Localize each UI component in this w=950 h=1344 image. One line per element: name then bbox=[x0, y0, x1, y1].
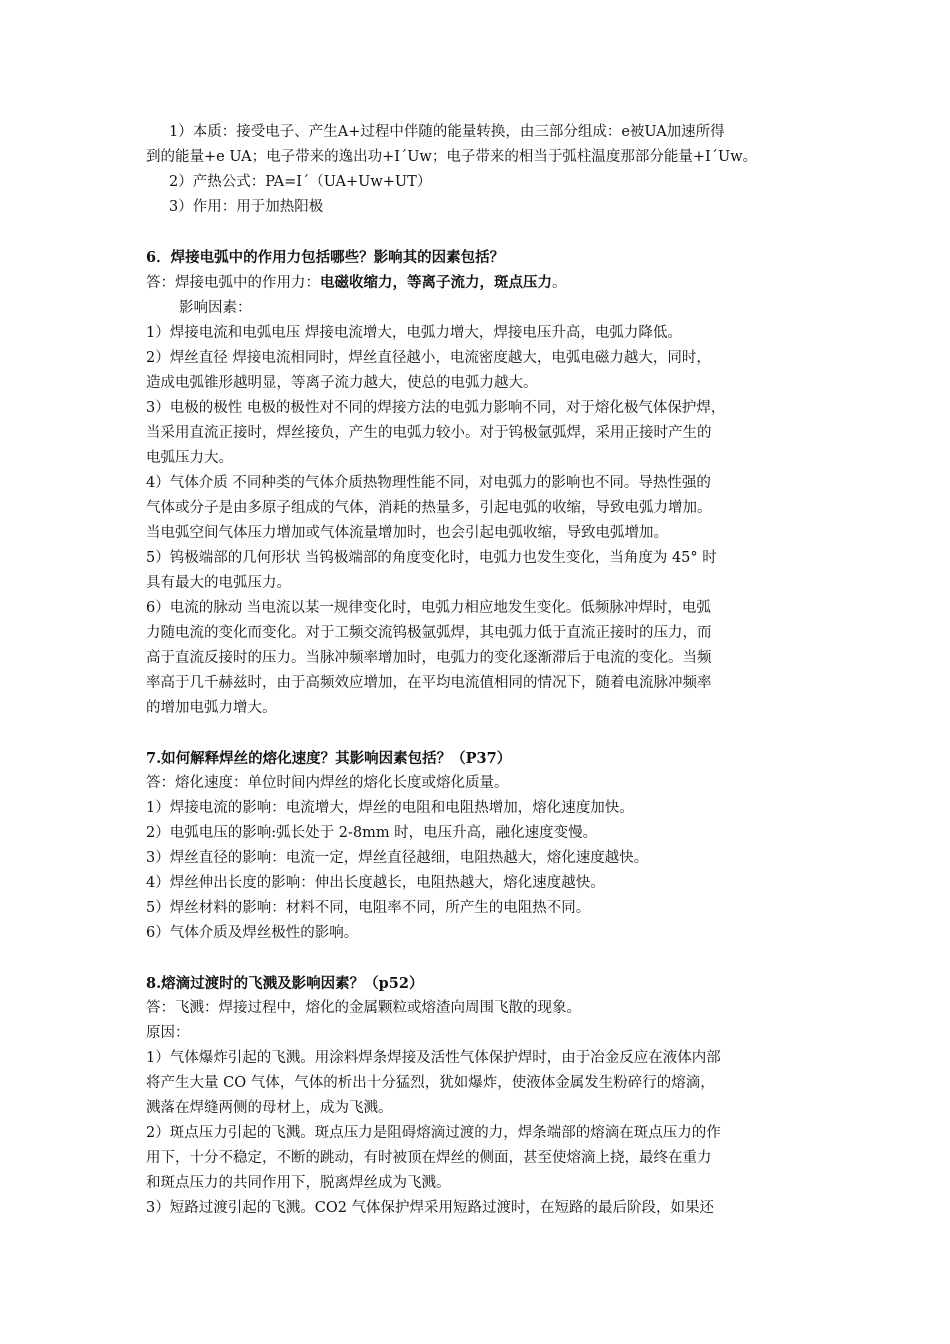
sec8-line: 原因： bbox=[146, 1025, 190, 1041]
sec6-answer-prefix: 答：焊接电弧中的作用力： bbox=[146, 275, 320, 291]
sec6-heading: 6．焊接电弧中的作用力包括哪些？影响其的因素包括？ bbox=[146, 249, 505, 266]
sec8-line: 将产生大量 CO 气体，气体的析出十分猛烈，犹如爆炸，使液体金属发生粉碎行的熔滴， bbox=[146, 1075, 715, 1091]
sec6-line: 的增加电弧力增大。 bbox=[146, 700, 277, 716]
spacer bbox=[146, 220, 806, 245]
sec6-answer-end: 。 bbox=[552, 275, 567, 291]
sec7-line: 答：熔化速度：单位时间内焊丝的熔化长度或熔化质量。 bbox=[146, 775, 509, 791]
sec8-line: 1）气体爆炸引起的飞溅。用涂料焊条焊接及活性气体保护焊时，由于冶金反应在液体内部 bbox=[146, 1050, 721, 1066]
sec7-line: 3）焊丝直径的影响：电流一定，焊丝直径越细，电阻热越大，熔化速度越快。 bbox=[146, 850, 649, 866]
sec6-line: 高于直流反接时的压力。当脉冲频率增加时，电弧力的变化逐渐滞后于电流的变化。当频 bbox=[146, 650, 712, 666]
sec7-line: 6）气体介质及焊丝极性的影响。 bbox=[146, 925, 359, 941]
sec6-line: 6）电流的脉动 当电流以某一规律变化时，电弧力相应地发生变化。低频脉冲焊时，电弧 bbox=[146, 600, 711, 616]
sec6-line: 电弧压力大。 bbox=[146, 450, 233, 466]
sec6-factors-label: 影响因素： bbox=[179, 300, 252, 316]
sec8-line: 和斑点压力的共同作用下，脱离焊丝成为飞溅。 bbox=[146, 1175, 451, 1191]
sec5-line-1a: 1）本质：接受电子、产生A+过程中伴随的能量转换，由三部分组成：e被UA加速所得 bbox=[169, 124, 725, 140]
sec6-answer-forces: 电磁收缩力，等离子流力，斑点压力 bbox=[320, 274, 552, 291]
sec6-line: 造成电弧锥形越明显，等离子流力越大，使总的电弧力越大。 bbox=[146, 375, 538, 391]
sec6-line: 力随电流的变化而变化。对于工频交流钨极氩弧焊，其电弧力低于直流正接时的压力，而 bbox=[146, 625, 712, 641]
sec6-line: 当采用直流正接时，焊丝接负，产生的电弧力较小。对于钨极氩弧焊，采用正接时产生的 bbox=[146, 425, 712, 441]
sec8-heading: 8.熔滴过渡时的飞溅及影响因素？（p52） bbox=[146, 975, 424, 992]
sec6-answer bbox=[146, 270, 806, 296]
sec5-line-1b: 到的能量+e UA；电子带来的逸出功+IˊUw；电子带来的相当于弧柱温度那部分能量+IˊUw。 bbox=[146, 149, 758, 165]
sec8-line: 溅落在焊缝两侧的母材上，成为飞溅。 bbox=[146, 1100, 393, 1116]
sec6-line: 气体或分子是由多原子组成的气体，消耗的热量多，引起电弧的收缩，导致电弧力增加。 bbox=[146, 500, 712, 516]
document-body bbox=[146, 120, 806, 1221]
sec5-line-2: 2）产热公式：PA=Iˊ（UA+Uw+UT） bbox=[169, 174, 432, 190]
spacer bbox=[146, 721, 806, 746]
sec7-heading: 7.如何解释焊丝的熔化速度？其影响因素包括？（P37） bbox=[146, 750, 512, 767]
sec6-line: 3）电极的极性 电极的极性对不同的焊接方法的电弧力影响不同，对于熔化极气体保护焊， bbox=[146, 400, 726, 416]
sec6-line: 当电弧空间气体压力增加或气体流量增加时，也会引起电弧收缩，导致电弧增加。 bbox=[146, 525, 668, 541]
sec7-line: 5）焊丝材料的影响：材料不同，电阻率不同，所产生的电阻热不同。 bbox=[146, 900, 591, 916]
sec6-line: 4）气体介质 不同种类的气体介质热物理性能不同，对电弧力的影响也不同。导热性强的 bbox=[146, 475, 711, 491]
sec7-line: 1）焊接电流的影响：电流增大，焊丝的电阻和电阻热增加，熔化速度加快。 bbox=[146, 800, 634, 816]
sec8-line: 2）斑点压力引起的飞溅。斑点压力是阻碍熔滴过渡的力，焊条端部的熔滴在斑点压力的作 bbox=[146, 1125, 721, 1141]
sec7-line: 2）电弧电压的影响:弧长处于 2-8mm 时，电压升高，融化速度变慢。 bbox=[146, 825, 598, 841]
sec5-line-3: 3）作用：用于加热阳极 bbox=[169, 199, 324, 215]
sec6-line: 率高于几千赫兹时，由于高频效应增加，在平均电流值相同的情况下，随着电流脉冲频率 bbox=[146, 675, 712, 691]
sec6-line: 2）焊丝直径 焊接电流相同时，焊丝直径越小，电流密度越大，电弧电磁力越大，同时， bbox=[146, 350, 711, 366]
sec7-line: 4）焊丝伸出长度的影响：伸出长度越长，电阻热越大，熔化速度越快。 bbox=[146, 875, 605, 891]
sec6-line: 具有最大的电弧压力。 bbox=[146, 575, 291, 591]
sec8-line: 用下，十分不稳定，不断的跳动，有时被顶在焊丝的侧面，甚至使熔滴上挠，最终在重力 bbox=[146, 1150, 712, 1166]
spacer bbox=[146, 946, 806, 971]
sec6-line: 1）焊接电流和电弧电压 焊接电流增大，电弧力增大，焊接电压升高，电弧力降低。 bbox=[146, 325, 682, 341]
sec6-line: 5）钨极端部的几何形状 当钨极端部的角度变化时，电弧力也发生变化，当角度为 45° 时 bbox=[146, 550, 717, 566]
sec8-line: 3）短路过渡引起的飞溅。CO2 气体保护焊采用短路过渡时，在短路的最后阶段，如果还 bbox=[146, 1200, 715, 1216]
sec8-line: 答：飞溅：焊接过程中，熔化的金属颗粒或熔渣向周围飞散的现象。 bbox=[146, 1000, 581, 1016]
